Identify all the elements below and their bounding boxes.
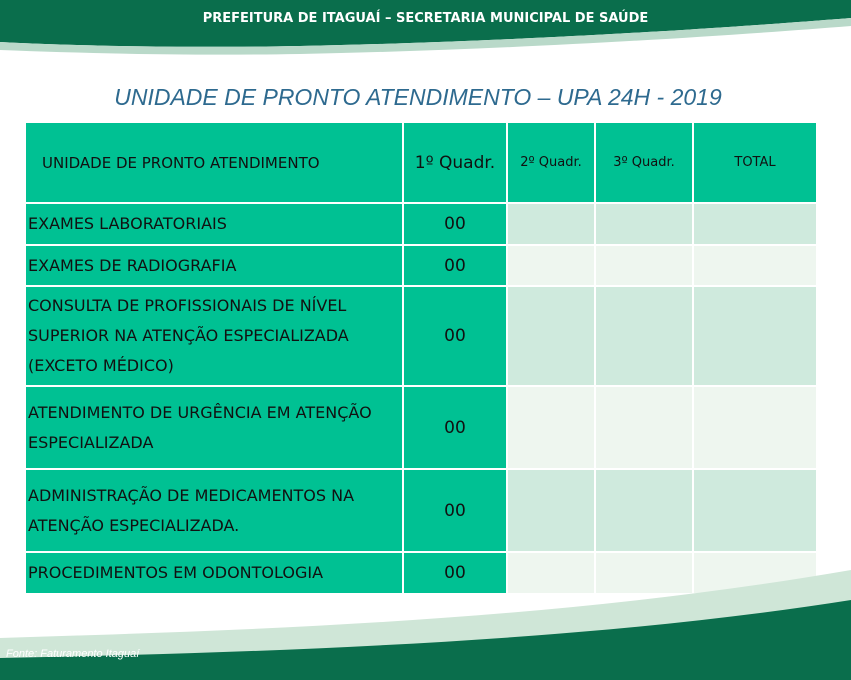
row-q2-value: [507, 203, 595, 245]
row-label: CONSULTA DE PROFISSIONAIS DE NÍVEL SUPERIOR NA ATENÇÃO ESPECIALIZADA (EXCETO MÉDICO): [25, 286, 403, 386]
source-note: Fonte: Faturamento Itaguaí: [6, 648, 140, 660]
row-q1-value: 00: [403, 469, 507, 552]
row-q2-value: [507, 245, 595, 286]
row-q3-value: [595, 203, 693, 245]
table-row: [25, 469, 817, 552]
row-label: ATENDIMENTO DE URGÊNCIA EM ATENÇÃO ESPECIALIZADA: [25, 386, 403, 469]
footer-background: [0, 560, 851, 680]
row-label: ADMINISTRAÇÃO DE MEDICAMENTOS NA ATENÇÃO ESPECIALIZADA.: [25, 469, 403, 552]
column-header-total: TOTAL: [693, 122, 817, 203]
report-table: [24, 121, 818, 595]
row-q1-value: 00: [403, 386, 507, 469]
table-row: [25, 245, 817, 286]
row-total-value: [693, 386, 817, 469]
row-q3-value: [595, 286, 693, 386]
row-q3-value: [595, 469, 693, 552]
row-total-value: [693, 203, 817, 245]
table-row: [25, 203, 817, 245]
row-q1-value: 00: [403, 286, 507, 386]
row-q2-value: [507, 469, 595, 552]
page-title: UNIDADE DE PRONTO ATENDIMENTO – UPA 24H - 2019: [114, 84, 722, 110]
table-row: [25, 286, 817, 386]
row-total-value: [693, 469, 817, 552]
column-header-q1: 1º Quadr.: [403, 122, 507, 203]
row-q3-value: [595, 245, 693, 286]
table-row: [25, 386, 817, 469]
row-label: EXAMES LABORATORIAIS: [25, 203, 403, 245]
column-header-q2: 2º Quadr.: [507, 122, 595, 203]
row-label: PROCEDIMENTOS EM ODONTOLOGIA: [25, 552, 403, 594]
header-title: PREFEITURA DE ITAGUAÍ – SECRETARIA MUNICIPAL DE SAÚDE: [202, 11, 649, 26]
row-q3-value: [595, 386, 693, 469]
column-header-q3: 3º Quadr.: [595, 122, 693, 203]
row-q1-value: 00: [403, 203, 507, 245]
table-header-row: [25, 122, 817, 203]
row-label: EXAMES DE RADIOGRAFIA: [25, 245, 403, 286]
row-total-value: [693, 286, 817, 386]
row-total-value: [693, 245, 817, 286]
row-q1-value: 00: [403, 552, 507, 594]
row-q2-value: [507, 386, 595, 469]
row-q2-value: [507, 286, 595, 386]
column-header-unit: UNIDADE DE PRONTO ATENDIMENTO: [25, 122, 403, 203]
row-q1-value: 00: [403, 245, 507, 286]
